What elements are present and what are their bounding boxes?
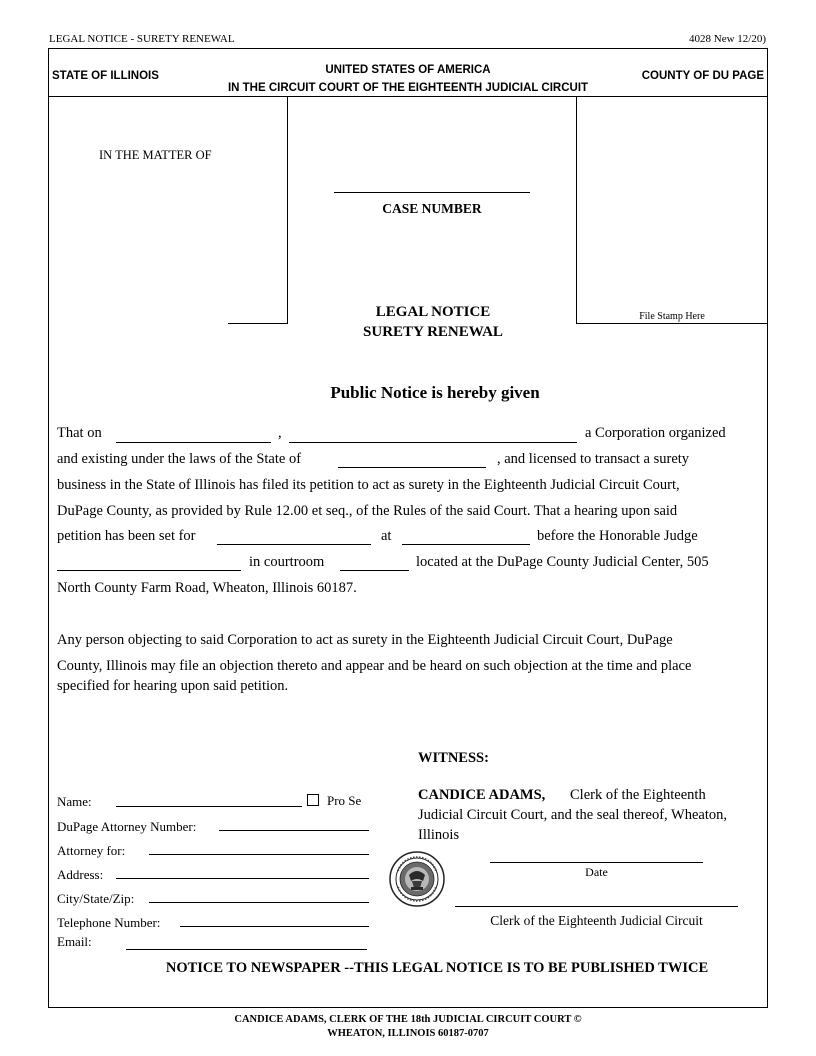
- country-label: UNITED STATES OF AMERICA: [325, 64, 491, 76]
- telephone-field[interactable]: [180, 926, 369, 927]
- case-number-line[interactable]: [334, 192, 530, 193]
- circuit-label: IN THE CIRCUIT COURT OF THE EIGHTEENTH JUDICIAL CIRCUIT: [227, 82, 589, 94]
- email-label: Email:: [57, 934, 92, 949]
- court-seal-icon: [389, 851, 445, 907]
- pro-se-checkbox[interactable]: [307, 794, 319, 806]
- judge-blank[interactable]: [57, 570, 241, 571]
- footer-address: WHEATON, ILLINOIS 60187-0707: [327, 1028, 489, 1039]
- clerk-title-line3: Illinois: [418, 827, 460, 843]
- corporation-blank[interactable]: [289, 442, 577, 443]
- p1-existing-under: and existing under the laws of the State of: [57, 451, 302, 467]
- newspaper-notice: NOTICE TO NEWSPAPER --THIS LEGAL NOTICE IS TO BE PUBLISHED TWICE: [165, 960, 709, 976]
- clerk-title-line1: Clerk of the Eighteenth: [570, 787, 706, 803]
- name-label: Name:: [57, 794, 92, 809]
- p1-line7: North County Farm Road, Wheaton, Illinois 60187.: [57, 580, 357, 596]
- attorney-number-label: DuPage Attorney Number:: [57, 819, 197, 834]
- footer-clerk: CANDICE ADAMS, CLERK OF THE 18th JUDICIAL CIRCUIT COURT ©: [234, 1014, 582, 1025]
- clerk-title-line2: Judicial Circuit Court, and the seal thereof, Wheaton,: [418, 807, 727, 823]
- p1-at: at: [381, 528, 392, 544]
- p1-in-courtroom: in courtroom: [249, 554, 325, 570]
- hearing-date-blank[interactable]: [217, 544, 371, 545]
- clerk-signature-line[interactable]: [455, 906, 738, 907]
- p2-line3: specified for hearing upon said petition.: [57, 678, 289, 694]
- p1-line3: business in the State of Illinois has filed its petition to act as surety in the Eighteenth Judicial Circuit Court,: [57, 477, 680, 493]
- p1-line4: DuPage County, as provided by Rule 12.00 et seq., of the Rules of the said Court. That a hearing upon said: [57, 503, 678, 519]
- county-label: COUNTY OF DU PAGE: [641, 70, 764, 82]
- state-label: STATE OF ILLINOIS: [52, 70, 159, 82]
- date-label: Date: [585, 865, 608, 879]
- form-name: LEGAL NOTICE - SURETY RENEWAL: [49, 33, 235, 45]
- file-stamp-box: [576, 96, 768, 324]
- state-blank[interactable]: [338, 467, 486, 468]
- date-signature-line[interactable]: [490, 862, 703, 863]
- email-field[interactable]: [126, 949, 367, 950]
- city-field[interactable]: [149, 902, 369, 903]
- public-notice-heading: Public Notice is hereby given: [330, 383, 540, 402]
- clerk-name: CANDICE ADAMS,: [418, 787, 546, 803]
- p2-line2: County, Illinois may file an objection thereto and appear and be heard on such objection at the time and place: [57, 658, 692, 674]
- matter-label: IN THE MATTER OF: [99, 148, 212, 162]
- title-surety-renewal: SURETY RENEWAL: [363, 324, 503, 340]
- address-field[interactable]: [116, 878, 369, 879]
- pro-se-label: Pro Se: [327, 793, 362, 808]
- p2-line1: Any person objecting to said Corporation to act as surety in the Eighteenth Judicial Circuit Court, DuPage: [57, 632, 673, 648]
- date-blank[interactable]: [116, 442, 271, 443]
- witness-label: WITNESS:: [418, 750, 489, 766]
- attorney-number-field[interactable]: [219, 830, 369, 831]
- p1-honorable-judge: before the Honorable Judge: [537, 528, 698, 544]
- form-number: 4028 New 12/20): [689, 33, 766, 45]
- courtroom-blank[interactable]: [340, 570, 409, 571]
- title-legal-notice: LEGAL NOTICE: [375, 304, 491, 320]
- telephone-label: Telephone Number:: [57, 915, 161, 930]
- clerk-signature-label: Clerk of the Eighteenth Judicial Circuit: [490, 913, 703, 928]
- p1-corporation-organized: a Corporation organized: [585, 425, 726, 441]
- hearing-time-blank[interactable]: [402, 544, 530, 545]
- p1-that-on: That on: [57, 425, 102, 441]
- case-number-label: CASE NUMBER: [382, 201, 482, 216]
- address-label: Address:: [57, 867, 104, 882]
- attorney-for-label: Attorney for:: [57, 843, 126, 858]
- p1-located-at: located at the DuPage County Judicial Center, 505: [416, 554, 709, 570]
- file-stamp-label: File Stamp Here: [639, 311, 705, 322]
- matter-bracket: [228, 96, 288, 324]
- city-label: City/State/Zip:: [57, 891, 135, 906]
- attorney-for-field[interactable]: [149, 854, 369, 855]
- p1-licensed: , and licensed to transact a surety: [497, 451, 690, 467]
- p1-comma: ,: [278, 425, 282, 441]
- name-field[interactable]: [116, 806, 302, 807]
- p1-hearing-set: petition has been set for: [57, 528, 196, 544]
